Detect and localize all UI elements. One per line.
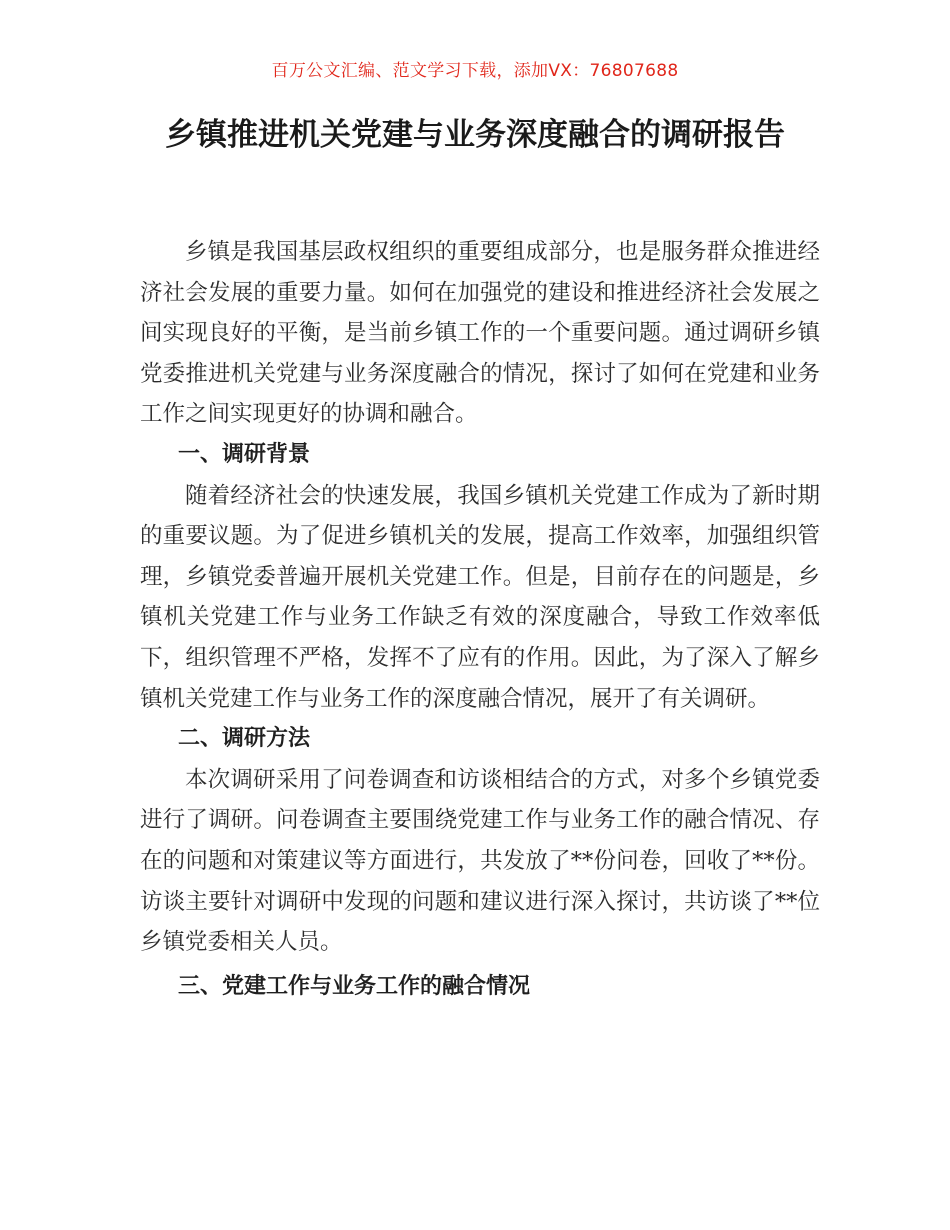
promo-banner: 百万公文汇编、范文学习下载，添加VX：76807688 [271,61,679,81]
section-heading-integration: 三、党建工作与业务工作的融合情况 [178,973,531,999]
intro-paragraph: 乡镇是我国基层政权组织的重要组成部分，也是服务群众推进经济社会发展的重要力量。如何在加强党的建设和推进经济社会发展之间实现良好的平衡，是当前乡镇工作的一个重要问题。通过调研乡镇党委推进机关党建与业务深度融合的情况，探讨了如何在党建和业务工作之间实现更好的协调和融合。 [140,239,820,428]
background-paragraph: 随着经济社会的快速发展，我国乡镇机关党建工作成为了新时期的重要议题。为了促进乡镇机关的发展，提高工作效率，加强组织管理，乡镇党委普遍开展机关党建工作。但是，目前存在的问题是，乡镇机关党建工作与业务工作缺乏有效的深度融合，导致工作效率低下，组织管理不严格，发挥不了应有的作用。因此，为了深入了解乡镇机关党建工作与业务工作的深度融合情况，展开了有关调研。 [140,482,820,712]
section-heading-method: 二、调研方法 [178,726,311,752]
document-body [140,232,820,1007]
section-heading-background: 一、调研背景 [178,441,311,467]
document-title: 乡镇推进机关党建与业务深度融合的调研报告 [165,117,785,153]
method-paragraph: 本次调研采用了问卷调查和访谈相结合的方式，对多个乡镇党委进行了调研。问卷调查主要围绕党建工作与业务工作的融合情况、存在的问题和对策建议等方面进行，共发放了**份问卷，回收了**份。访谈主要针对调研中发现的问题和建议进行深入探讨，共访谈了**位乡镇党委相关人员。 [140,766,820,956]
